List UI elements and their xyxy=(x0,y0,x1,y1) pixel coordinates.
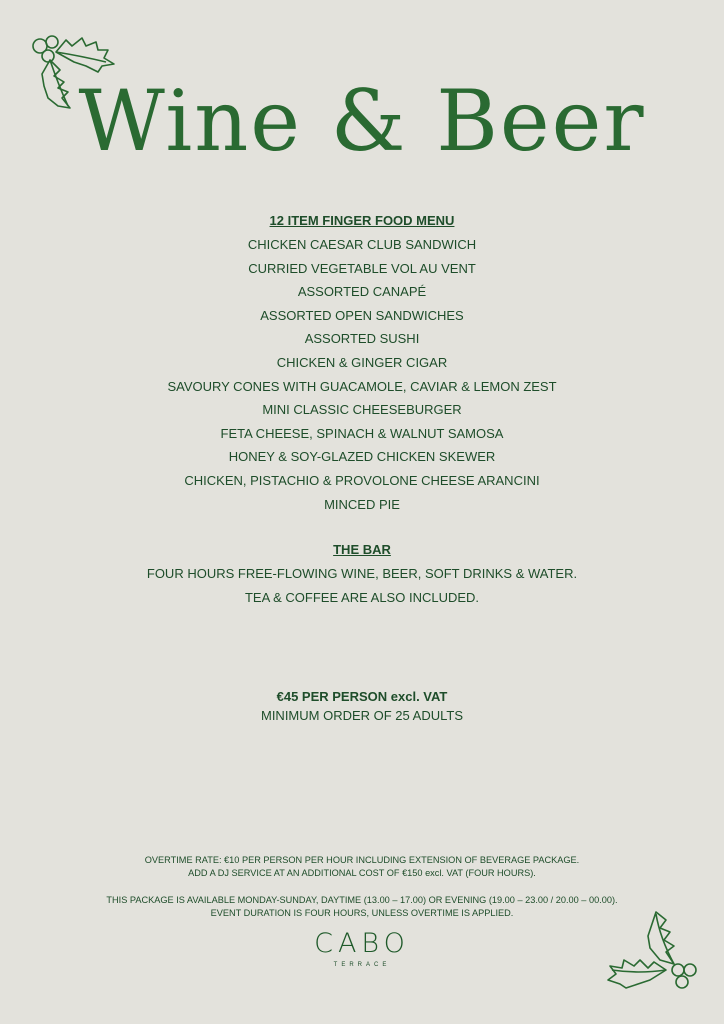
menu-item: SAVOURY CONES WITH GUACAMOLE, CAVIAR & LEMON ZEST xyxy=(167,378,557,394)
menu-item: CHICKEN & GINGER CIGAR xyxy=(276,354,448,370)
price-text: €45 PER PERSON excl. VAT xyxy=(276,689,448,704)
dj-note: ADD A DJ SERVICE AT AN ADDITIONAL COST OF €150 excl. VAT (FOUR HOURS). xyxy=(188,868,536,878)
menu-item: ASSORTED OPEN SANDWICHES xyxy=(260,307,464,323)
page-title: Wine & Beer xyxy=(78,72,646,170)
menu-item: FETA CHEESE, SPINACH & WALNUT SAMOSA xyxy=(220,425,504,441)
bar-line: FOUR HOURS FREE-FLOWING WINE, BEER, SOFT DRINKS & WATER. xyxy=(146,566,578,581)
menu-item: CHICKEN, PISTACHIO & PROVOLONE CHEESE ARANCINI xyxy=(184,472,540,488)
menu-item: ASSORTED CANAPÉ xyxy=(297,284,427,300)
holly-icon xyxy=(604,908,704,994)
logo-name: CABO xyxy=(314,928,410,959)
menu-item: MINCED PIE xyxy=(324,496,400,512)
duration-note: EVENT DURATION IS FOUR HOURS, UNLESS OVERTIME IS APPLIED. xyxy=(210,908,514,918)
menu-item: CHICKEN CAESAR CLUB SANDWICH xyxy=(247,237,477,252)
menu-item: CURRIED VEGETABLE VOL AU VENT xyxy=(248,260,476,276)
pricing-section xyxy=(0,687,724,725)
logo-subtitle: TERRACE xyxy=(333,962,391,968)
food-menu xyxy=(0,210,724,516)
bar-section xyxy=(0,539,724,610)
bar-heading: THE BAR xyxy=(333,542,391,557)
menu-item: HONEY & SOY-GLAZED CHICKEN SKEWER xyxy=(228,449,496,465)
availability-note: THIS PACKAGE IS AVAILABLE MONDAY-SUNDAY, DAYTIME (13.00 – 17.00) OR EVENING (19.00 – 23.00 / 20.00 – 00.00). xyxy=(106,895,618,905)
food-menu-heading: 12 ITEM FINGER FOOD MENU xyxy=(269,213,455,228)
overtime-note: OVERTIME RATE: €10 PER PERSON PER HOUR INCLUDING EXTENSION OF BEVERAGE PACKAGE. xyxy=(144,855,580,865)
menu-item: ASSORTED SUSHI xyxy=(304,331,420,347)
bar-line: TEA & COFFEE ARE ALSO INCLUDED. xyxy=(244,590,480,605)
menu-item: MINI CLASSIC CHEESEBURGER xyxy=(262,402,462,418)
minimum-order-text: MINIMUM ORDER OF 25 ADULTS xyxy=(260,708,463,723)
